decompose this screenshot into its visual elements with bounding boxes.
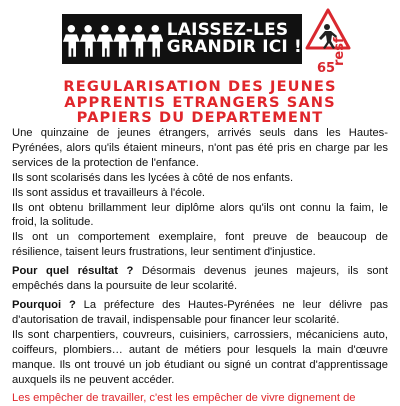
paragraph-9: Les empêcher de travailler, c'est les empêcher de vivre dignement de [12, 392, 356, 405]
paragraph-3: Ils sont assidus et travailleurs à l'école. [12, 186, 206, 199]
title-line-1: REGULARISATION DES JEUNES [63, 78, 337, 95]
slogan-line-2: GRANDIR ICI ! [166, 37, 302, 57]
article-body [12, 126, 388, 406]
paragraph-2: Ils sont scolarisés dans les lycées à côté de nos enfants. [12, 171, 294, 184]
paragraph-7 [12, 298, 388, 328]
page-title [0, 79, 400, 126]
paragraph-6 [12, 264, 388, 294]
paragraph-5: Ils ont un comportement exemplaire, font preuve de beaucoup de résilience, taisent leurs frustrations, leur sentiment d'injustice. [12, 231, 388, 259]
logo-number: 65 [317, 61, 336, 76]
paragraph-6-text: Désormais devenus jeunes majeurs, ils sont empêchés dans la poursuite de leur scolarité. [12, 265, 388, 293]
slogan-line-1: LAISSEZ-LES [166, 20, 289, 40]
question-label-result: Pour quel résultat ? [12, 265, 134, 278]
title-line-2: APPRENTIS ETRANGERS SANS [64, 93, 336, 111]
header-banner [62, 14, 302, 64]
paragraph-8: Ils sont charpentiers, couvreurs, cuisiniers, carrossiers, mécaniciens auto, coiffeurs, plombiers… autant de métiers pour lesquels la main d'œuvre manque. Ils ont trouvé un job étudiant ou signé un contrat d'apprentissage auxquels ils ne peuvent accéder. [12, 328, 388, 386]
question-label-why: Pourquoi ? [12, 298, 76, 311]
banner-slogan [167, 22, 302, 56]
logo-letters: resf [332, 37, 347, 66]
paragraph-7-text: La préfecture des Hautes-Pyrénées ne leur délivre pas d'autorisation de travail, indispensable pour financer leur scolarité. [12, 298, 388, 326]
paragraph-1: Une quinzaine de jeunes étrangers, arrivés seuls dans les Hautes-Pyrénées, alors qu'ils étaient mineurs, n'ont pas été pris en charge par les services de la protection de l'enfance. [12, 127, 388, 169]
paper-chain-children-icon [62, 14, 163, 64]
title-line-3: PAPIERS DU DEPARTEMENT [76, 109, 324, 126]
paragraph-4: Ils ont obtenu brillamment leur diplôme alors qu'ils ont connu la faim, le froid, la solitude. [12, 201, 388, 229]
